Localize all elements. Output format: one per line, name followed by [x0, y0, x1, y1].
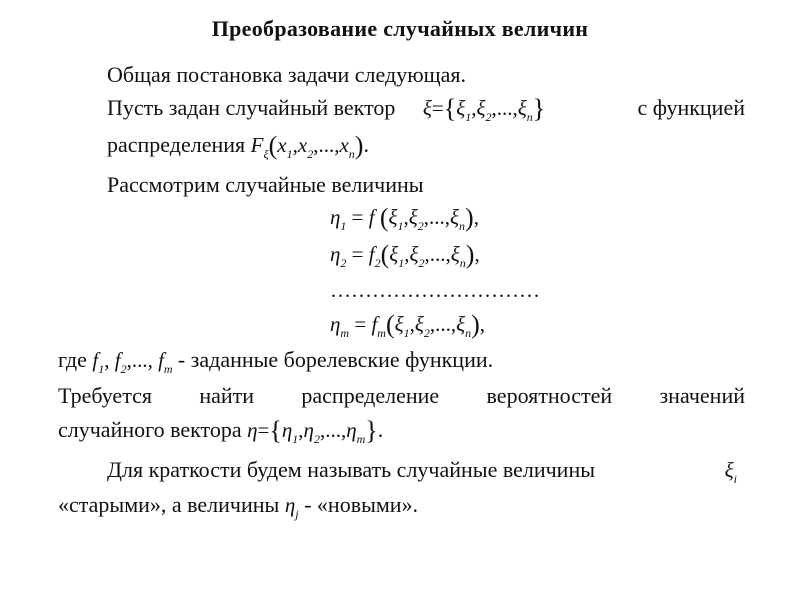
equation-eta-m: $\eta_m = f_m(\xi_1,\xi_2,...,\xi_n)$,	[330, 310, 486, 340]
equation-dots: …………………………	[330, 278, 540, 302]
brevity-line-1	[107, 455, 745, 485]
required-line-2: случайного вектора $\eta=\{\eta_1,\eta_2,...,\eta_m\}$.	[58, 416, 384, 446]
slide-title: Преобразование случайных величин	[211, 16, 589, 41]
where-text: где	[58, 347, 87, 372]
vector-definition-line	[107, 93, 745, 132]
functions-list-formula: $f_1$, $f_2$,..., $f_m$	[92, 348, 173, 376]
equation-eta-2: $\eta_2 = f_2(\xi_1,\xi_2,...,\xi_n)$,	[330, 240, 480, 270]
where-line	[58, 345, 493, 384]
vector-intro-text: Пусть задан случайный вектор	[107, 95, 396, 120]
equation-eta-1: $\eta_1 = f$ $(\xi_1,\xi_2,...,\xi_n)$,	[330, 203, 479, 233]
new-ones-text: - «новыми».	[304, 492, 419, 517]
distribution-function-formula: $F_\xi(x_1,x_2,...,x_n)$	[250, 131, 364, 161]
eta-vector-formula: $\eta=\{\eta_1,\eta_2,...,\eta_m\}$	[247, 416, 378, 446]
where-tail: - заданные борелевские функции.	[177, 347, 494, 372]
old-ones-text: «старыми», а величины	[58, 492, 280, 517]
brevity-text: Для краткости будем называть случайные величины	[107, 457, 596, 482]
xi-vector-formula: $\xi=\{\xi_1,\xi_2,...,\xi_n\}$	[422, 94, 546, 124]
consider-text: Рассмотрим случайные величины	[107, 172, 424, 197]
distribution-line: распределения $F_\xi(x_1,x_2,...,x_n)$.	[107, 131, 369, 161]
vector-intro-tail: с функцией	[637, 95, 745, 120]
required-text: случайного вектора	[58, 417, 242, 442]
xi-i-symbol: $\xi_i$	[724, 458, 737, 486]
eta-j-symbol: $\eta_j$	[284, 493, 299, 521]
brevity-line-2	[58, 490, 418, 529]
distribution-text: распределения	[107, 132, 246, 157]
required-line-1: Требуется найти распределение вероятностей значений	[58, 383, 745, 408]
intro-text: Общая постановка задачи следующая.	[107, 62, 466, 87]
